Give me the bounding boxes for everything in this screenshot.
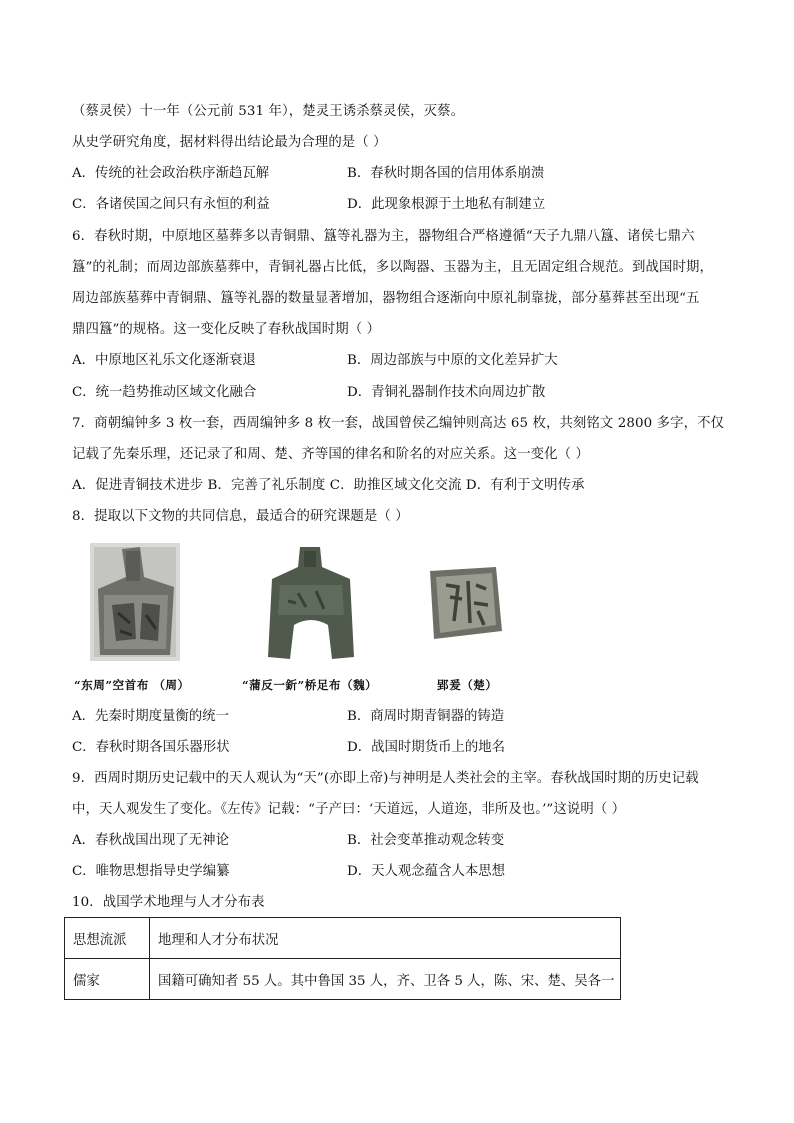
- table-cell: 国籍可确知者 55 人。其中鲁国 35 人，齐、卫各 5 人，陈、宋、楚、吴各一: [150, 959, 621, 1000]
- q6-text-line-1: 6．春秋时期，中原地区墓葬多以青铜鼎、簋等礼器为主，器物组合严格遵循“天子九鼎八簋、诸侯七鼎六: [72, 229, 695, 244]
- q10-title: 10．战国学术地理与人才分布表: [72, 895, 265, 910]
- q7-options: A．促进青铜技术进步 B．完善了礼乐制度 C．助推区域文化交流 D．有利于文明传承: [72, 478, 585, 493]
- ying-yuan-gold-block-image: [424, 563, 504, 643]
- coin-caption-2: “蒲反一釿”桥足布（魏）: [242, 678, 378, 692]
- q8-question-stem: 8．提取以下文物的共同信息，最适合的研究课题是（ ）: [72, 509, 409, 524]
- q7-text-line-2: 记载了先秦乐理，还记录了和周、楚、齐等国的律名和阶名的对应关系。这一变化（ ）: [72, 447, 589, 462]
- table-row: [65, 918, 621, 959]
- hollow-handle-spade-coin-image: [90, 543, 180, 661]
- table-header-cell: 思想流派: [65, 918, 150, 959]
- q9-text-line-2: 中，天人观发生了变化。《左传》记载：“子产曰：‘天道远，人道迩，非所及也。’”这说明（ ）: [72, 802, 626, 817]
- q5-option-b: B．春秋时期各国的信用体系崩溃: [347, 166, 545, 181]
- q8-option-a: A．先秦时期度量衡的统一: [72, 709, 229, 724]
- q8-option-c: C．春秋时期各国乐器形状: [72, 740, 230, 755]
- q5-option-a: A．传统的社会政治秩序渐趋瓦解: [72, 166, 270, 181]
- q8-option-b: B．商周时期青铜器的铸造: [347, 709, 505, 724]
- coin-caption-1: “东周”空首布 （周）: [74, 678, 190, 692]
- table-cell: 儒家: [65, 959, 150, 1000]
- q8-option-d: D．战国时期货币上的地名: [347, 740, 506, 755]
- q6-option-d: D．青铜礼器制作技术向周边扩散: [347, 385, 546, 400]
- bridge-foot-spade-coin-image: [258, 545, 364, 665]
- q6-text-line-3: 周边部族墓葬中青铜鼎、簋等礼器的数量显著增加，器物组合逐渐向中原礼制靠拢，部分墓葬甚至出现“五: [72, 291, 700, 306]
- q9-option-d: D．天人观念蕴含人本思想: [347, 864, 506, 879]
- academic-geography-table: [64, 917, 621, 1000]
- q9-option-a: A．春秋战国出现了无神论: [72, 833, 229, 848]
- q6-option-b: B．周边部族与中原的文化差异扩大: [347, 353, 558, 368]
- q5-option-d: D．此现象根源于土地私有制建立: [347, 197, 546, 212]
- q6-text-line-2: 簋”的礼制；而周边部族墓葬中，青铜礼器占比低，多以陶器、玉器为主，且无固定组合规范。到战国时期，: [72, 260, 714, 275]
- q5-option-c: C．各诸侯国之间只有永恒的利益: [72, 197, 270, 212]
- q6-text-line-4: 鼎四簋”的规格。这一变化反映了春秋战国时期（ ）: [72, 322, 381, 337]
- coin-caption-3: 郢爰（楚）: [437, 678, 498, 692]
- table-row: [65, 959, 621, 1000]
- q5-question-stem: 从史学研究角度，据材料得出结论最为合理的是（ ）: [72, 135, 387, 150]
- q6-option-a: A．中原地区礼乐文化逐渐衰退: [72, 353, 256, 368]
- q7-text-line-1: 7．商朝编钟多 3 枚一套，西周编钟多 8 枚一套，战国曾侯乙编钟则高达 65 枚，共刻铭文 2800 多字，不仅: [72, 416, 725, 431]
- q9-option-c: C．唯物思想指导史学编纂: [72, 864, 230, 879]
- table-header-cell: 地理和人才分布状况: [150, 918, 621, 959]
- q9-option-b: B．社会变革推动观念转变: [347, 833, 505, 848]
- q6-option-c: C．统一趋势推动区域文化融合: [72, 385, 257, 400]
- q9-text-line-1: 9．西周时期历史记载中的天人观认为“天”(亦即上帝)与神明是人类社会的主宰。春秋战国时期的历史记载: [72, 771, 699, 786]
- q5-text-line-1: （蔡灵侯）十一年（公元前 531 年），楚灵王诱杀蔡灵侯，灭蔡。: [72, 104, 465, 119]
